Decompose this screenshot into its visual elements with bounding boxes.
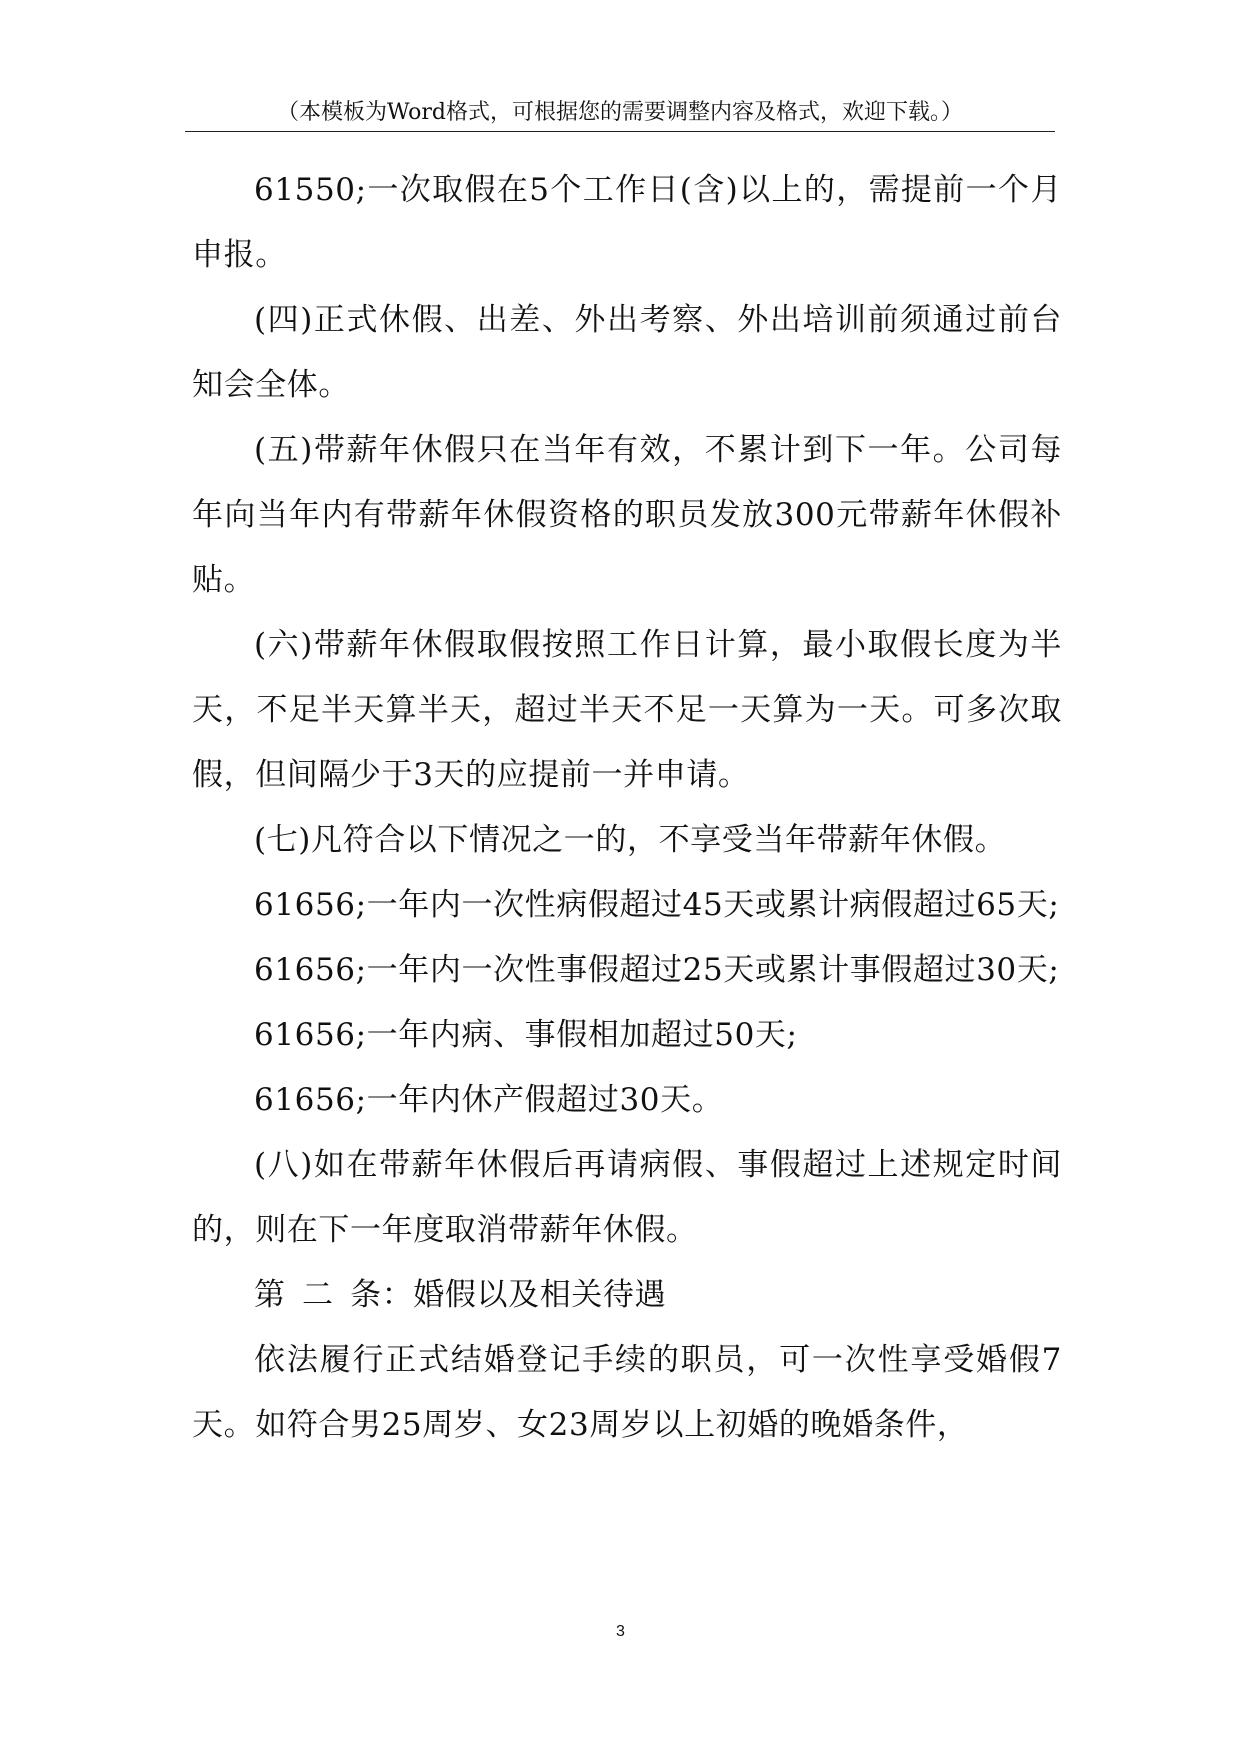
header-divider	[185, 131, 1055, 132]
list-item-maternity-leave: 61656;一年内休产假超过30天。	[254, 1082, 724, 1118]
paragraph-advance-notice: 61550;一次取假在5个工作日(含)以上的，需提前一个月申报。	[192, 172, 1062, 273]
page-number: 3	[616, 1623, 625, 1640]
list-item-sick-leave: 61656;一年内一次性病假超过45天或累计病假超过65天;	[254, 887, 1060, 923]
paragraph-item-6: (六)带薪年休假取假按照工作日计算，最小取假长度为半天，不足半天算半天，超过半天不足一天算为一天。可多次取假，但间隔少于3天的应提前一并申请。	[192, 627, 1062, 793]
paragraph-item-7: (七)凡符合以下情况之一的，不享受当年带薪年休假。	[254, 822, 1007, 858]
paragraph-item-8: (八)如在带薪年休假后再请病假、事假超过上述规定时间的，则在下一年度取消带薪年休假。	[192, 1147, 1062, 1248]
section-heading-article-2: 第 二 条：婚假以及相关待遇	[254, 1277, 667, 1313]
list-item-combined-leave: 61656;一年内病、事假相加超过50天;	[254, 1017, 798, 1053]
document-body	[192, 158, 1062, 1458]
template-notice: （本模板为Word格式，可根据您的需要调整内容及格式，欢迎下载。）	[277, 100, 963, 125]
paragraph-item-4: (四)正式休假、出差、外出考察、外出培训前须通过前台知会全体。	[192, 302, 1062, 403]
list-item-personal-leave: 61656;一年内一次性事假超过25天或累计事假超过30天;	[254, 952, 1060, 988]
paragraph-item-5: (五)带薪年休假只在当年有效，不累计到下一年。公司每年向当年内有带薪年休假资格的职员发放300元带薪年休假补贴。	[192, 432, 1062, 598]
paragraph-marriage-leave: 依法履行正式结婚登记手续的职员，可一次性享受婚假7天。如符合男25周岁、女23周岁以上初婚的晚婚条件，	[192, 1342, 1062, 1443]
